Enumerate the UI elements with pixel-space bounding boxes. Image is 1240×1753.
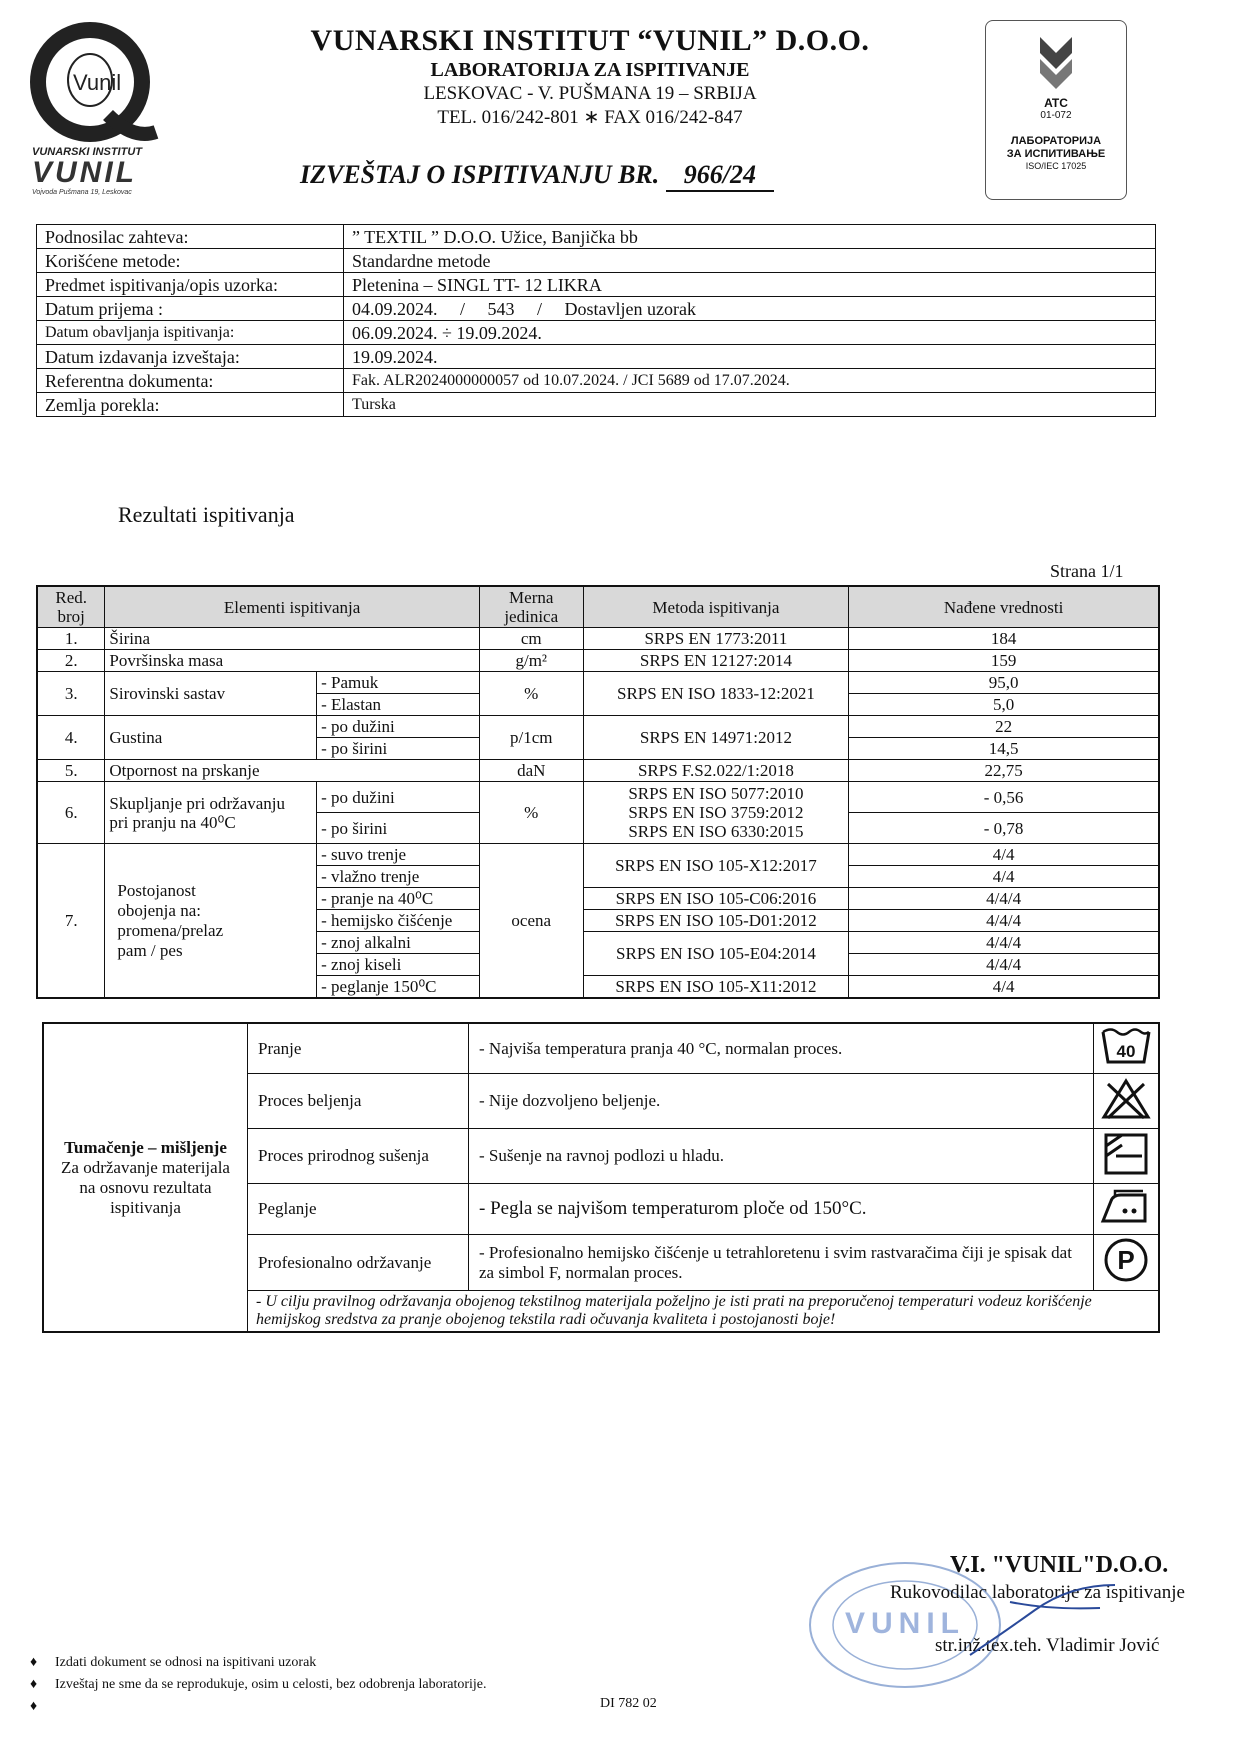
row-method: SRPS EN 12127:2014	[583, 650, 849, 672]
info-key: Datum obavljanja ispitivanja:	[37, 321, 344, 345]
row-no: 6.	[37, 782, 105, 844]
row-subelement: - po dužini	[317, 716, 480, 738]
row-element-line1: Skupljanje pri održavanju	[109, 793, 286, 813]
row-method: SRPS EN ISO 105-C06:2016	[583, 888, 849, 910]
col-header-method: Metoda ispitivanja	[583, 586, 849, 628]
info-value: ” TEXTIL ” D.O.O. Užice, Banjička bb	[344, 225, 1156, 249]
handwritten-signature	[940, 1580, 1140, 1670]
care-desc: - Nije dozvoljeno beljenje.	[469, 1074, 1094, 1129]
row-method: SRPS EN 1773:2011	[583, 628, 849, 650]
signature-company: V.I. "VUNIL"D.O.O.	[950, 1552, 1169, 1578]
report-number: 966/24	[666, 160, 774, 192]
care-name: Peglanje	[248, 1184, 469, 1235]
care-note: - U cilju pravilnog održavanja obojenog tekstilnog materijala poželjno je isti prati na preporučenoj temperaturi vodeuz korišćenje hemijskog sredstva za pranje obojenog tekstila radi očuvanja kvaliteta i postojanosti boje!	[248, 1291, 1160, 1333]
table-row	[37, 650, 1159, 672]
info-row	[37, 225, 1156, 249]
footer-notes	[30, 1652, 487, 1718]
row-subelement: - peglanje 150⁰C	[317, 976, 480, 999]
method-line: SRPS EN ISO 6330:2015	[628, 822, 804, 841]
info-row	[37, 369, 1156, 393]
bullet-icon: ♦	[30, 1677, 38, 1692]
info-value: 06.09.2024. ÷ 19.09.2024.	[344, 321, 1156, 345]
row-method: SRPS EN ISO 105-E04:2014	[583, 932, 849, 976]
col-header-no: Red. broj	[37, 586, 105, 628]
row-value: 22,75	[849, 760, 1159, 782]
row-element-line: obojenja na:	[117, 900, 201, 920]
row-element: Gustina	[105, 716, 317, 760]
report-title	[300, 160, 774, 192]
row-unit: %	[479, 782, 583, 844]
document-code: DI 782 02	[600, 1696, 657, 1711]
info-key: Datum izdavanja izveštaja:	[37, 345, 344, 369]
wash-temp-label: 40	[1116, 1042, 1136, 1061]
row-value: 184	[849, 628, 1159, 650]
row-unit: g/m²	[479, 650, 583, 672]
row-value: 5,0	[849, 694, 1159, 716]
info-key: Datum prijema :	[37, 297, 344, 321]
no-bleach-icon	[1094, 1074, 1160, 1129]
interpretation-text: Za održavanje materijala na osnovu rezultata ispitivanja	[61, 1157, 230, 1217]
row-subelement: - po dužini	[317, 782, 480, 813]
table-row	[37, 760, 1159, 782]
footer-note: ♦ Izveštaj ne sme da se reprodukuje, osim u celosti, bez odobrenja laboratorije.	[30, 1674, 487, 1696]
info-row	[37, 321, 1156, 345]
svg-text:VUNIL: VUNIL	[32, 156, 137, 189]
care-desc: - Sušenje na ravnoj podlozi u hladu.	[469, 1129, 1094, 1184]
info-key: Predmet ispitivanja/opis uzorka:	[37, 273, 344, 297]
footer-note	[30, 1696, 487, 1718]
row-unit: %	[479, 672, 583, 716]
row-element: Sirovinski sastav	[105, 672, 317, 716]
care-desc: - Profesionalno hemijsko čišćenje u tetrahloretenu i svim rastvaračima čiji je spisak dat za simbol F, normalan proces.	[469, 1235, 1094, 1291]
row-method: SRPS EN ISO 1833-12:2021	[583, 672, 849, 716]
care-row	[43, 1023, 1159, 1074]
phone-fax: TEL. 016/242-801 ∗ FAX 016/242-847	[437, 107, 743, 128]
row-element-line: Postojanost	[117, 880, 196, 900]
method-line: SRPS EN ISO 5077:2010	[628, 784, 804, 803]
care-interpretation-table	[42, 1022, 1160, 1333]
row-unit: ocena	[479, 844, 583, 999]
row-value: 4/4	[849, 866, 1159, 888]
col-header-unit: Merna jedinica	[479, 586, 583, 628]
row-value: 22	[849, 716, 1159, 738]
row-value: 4/4/4	[849, 932, 1159, 954]
row-value: - 0,56	[849, 782, 1159, 813]
row-subelement: - Pamuk	[317, 672, 480, 694]
row-subelement: - Elastan	[317, 694, 480, 716]
wash-40-icon	[1094, 1023, 1160, 1074]
atc-line3: ISO/IEC 17025	[1025, 161, 1087, 172]
row-value: 14,5	[849, 738, 1159, 760]
row-no: 5.	[37, 760, 105, 782]
row-value: 159	[849, 650, 1159, 672]
row-no: 2.	[37, 650, 105, 672]
row-element	[105, 844, 317, 999]
accreditation-badge	[985, 20, 1127, 200]
row-subelement: - znoj alkalni	[317, 932, 480, 954]
table-row	[37, 672, 1159, 694]
row-element: Širina	[105, 628, 479, 650]
results-header-row	[37, 586, 1159, 628]
flat-dry-shade-icon	[1094, 1129, 1160, 1184]
atc-mark-icon	[1026, 33, 1086, 91]
interpretation-title: Tumačenje – mišljenje	[64, 1137, 227, 1157]
row-method: SRPS EN ISO 105-X12:2017	[583, 844, 849, 888]
info-key: Korišćene metode:	[37, 249, 344, 273]
svg-text:Vunil: Vunil	[73, 70, 122, 95]
care-name: Profesionalno održavanje	[248, 1235, 469, 1291]
atc-line1: ЛАБОРАТОРИЈА	[1010, 135, 1102, 147]
info-value: Fak. ALR2024000000057 od 10.07.2024. / JCI 5689 od 17.07.2024.	[344, 369, 1156, 393]
col-header-element: Elementi ispitivanja	[105, 586, 479, 628]
row-element-line: promena/prelaz	[117, 920, 224, 940]
results-table	[36, 585, 1160, 999]
info-value: Pletenina – SINGL TT- 12 LIKRA	[344, 273, 1156, 297]
care-name: Proces beljenja	[248, 1074, 469, 1129]
info-row	[37, 393, 1156, 417]
care-name: Pranje	[248, 1023, 469, 1074]
row-value: - 0,78	[849, 813, 1159, 844]
atc-number: 01-072	[1040, 110, 1072, 121]
row-unit: daN	[479, 760, 583, 782]
table-row	[37, 716, 1159, 738]
row-subelement: - hemijsko čišćenje	[317, 910, 480, 932]
row-subelement: - vlažno trenje	[317, 866, 480, 888]
info-key: Referentna dokumenta:	[37, 369, 344, 393]
row-unit: p/1cm	[479, 716, 583, 760]
info-value: Turska	[344, 393, 1156, 417]
row-value: 95,0	[849, 672, 1159, 694]
row-method: SRPS EN 14971:2012	[583, 716, 849, 760]
row-subelement: - suvo trenje	[317, 844, 480, 866]
row-subelement: - po širini	[317, 813, 480, 844]
row-value: 4/4	[849, 976, 1159, 999]
address: LESKOVAC - V. PUŠMANA 19 – SRBIJA	[423, 83, 757, 104]
row-element-line2: pri pranju na 40⁰C	[109, 812, 236, 832]
svg-text:VUNIL: VUNIL	[845, 1607, 965, 1640]
dry-clean-p-icon	[1094, 1235, 1160, 1291]
row-unit: cm	[479, 628, 583, 650]
row-element	[105, 782, 317, 844]
row-value: 4/4	[849, 844, 1159, 866]
dry-clean-letter: P	[1117, 1245, 1135, 1275]
method-line: SRPS EN ISO 3759:2012	[628, 803, 804, 822]
row-no: 1.	[37, 628, 105, 650]
table-row	[37, 782, 1159, 813]
row-method: SRPS EN ISO 105-D01:2012	[583, 910, 849, 932]
info-value: 19.09.2024.	[344, 345, 1156, 369]
info-key: Zemlja porekla:	[37, 393, 344, 417]
row-method	[583, 782, 849, 844]
atc-code: ATC	[1044, 96, 1068, 110]
info-row	[37, 249, 1156, 273]
footer-note: ♦ Izdati dokument se odnosi na ispitivani uzorak	[30, 1652, 487, 1674]
care-name: Proces prirodnog sušenja	[248, 1129, 469, 1184]
row-method: SRPS F.S2.022/1:2018	[583, 760, 849, 782]
table-row	[37, 844, 1159, 866]
row-no: 4.	[37, 716, 105, 760]
row-value: 4/4/4	[849, 954, 1159, 976]
bullet-icon: ♦	[30, 1699, 38, 1714]
info-key: Podnosilac zahteva:	[37, 225, 344, 249]
report-prefix: IZVEŠTAJ O ISPITIVANJU BR.	[300, 160, 660, 189]
care-desc: - Najviša temperatura pranja 40 °C, normalan proces.	[469, 1023, 1094, 1074]
care-desc: - Pegla se najvišom temperaturom ploče od 150°C.	[469, 1184, 1094, 1235]
info-row	[37, 345, 1156, 369]
row-no: 7.	[37, 844, 105, 999]
vunil-logo	[28, 20, 163, 195]
row-subelement: - znoj kiseli	[317, 954, 480, 976]
table-row	[37, 628, 1159, 650]
results-title: Rezultati ispitivanja	[118, 502, 295, 527]
row-no: 3.	[37, 672, 105, 716]
info-row	[37, 273, 1156, 297]
institute-name: VUNARSKI INSTITUT “VUNIL” D.O.O.	[310, 24, 870, 57]
info-value: Standardne metode	[344, 249, 1156, 273]
info-value: 04.09.2024. / 543 / Dostavljen uzorak	[344, 297, 1156, 321]
svg-text:Vojvoda Pušmana 19, Leskovac: Vojvoda Pušmana 19, Leskovac	[32, 189, 132, 195]
row-value: 4/4/4	[849, 910, 1159, 932]
row-element: Otpornost na prskanje	[105, 760, 479, 782]
iron-two-dots-icon	[1094, 1184, 1160, 1235]
row-value: 4/4/4	[849, 888, 1159, 910]
svg-text:VUNARSKI INSTITUT: VUNARSKI INSTITUT	[32, 146, 142, 158]
row-subelement: - pranje na 40⁰C	[317, 888, 480, 910]
interpretation-label	[43, 1023, 248, 1332]
signature-name: str.inž.tex.teh. Vladimir Jović	[935, 1635, 1160, 1656]
signature-role: Rukovodilac laboratorije za ispitivanje	[890, 1582, 1185, 1603]
row-element: Površinska masa	[105, 650, 479, 672]
info-row	[37, 297, 1156, 321]
col-header-value: Nađene vrednosti	[849, 586, 1159, 628]
row-method: SRPS EN ISO 105-X11:2012	[583, 976, 849, 999]
row-subelement: - po širini	[317, 738, 480, 760]
lab-name: LABORATORIJA ZA ISPITIVANJE	[430, 59, 750, 81]
request-info-table	[36, 224, 1156, 417]
atc-line2: ЗА ИСПИТИВАЊЕ	[1006, 148, 1106, 161]
page-label: Strana 1/1	[1050, 561, 1124, 581]
bullet-icon: ♦	[30, 1655, 38, 1670]
row-element-line: pam / pes	[117, 940, 183, 960]
